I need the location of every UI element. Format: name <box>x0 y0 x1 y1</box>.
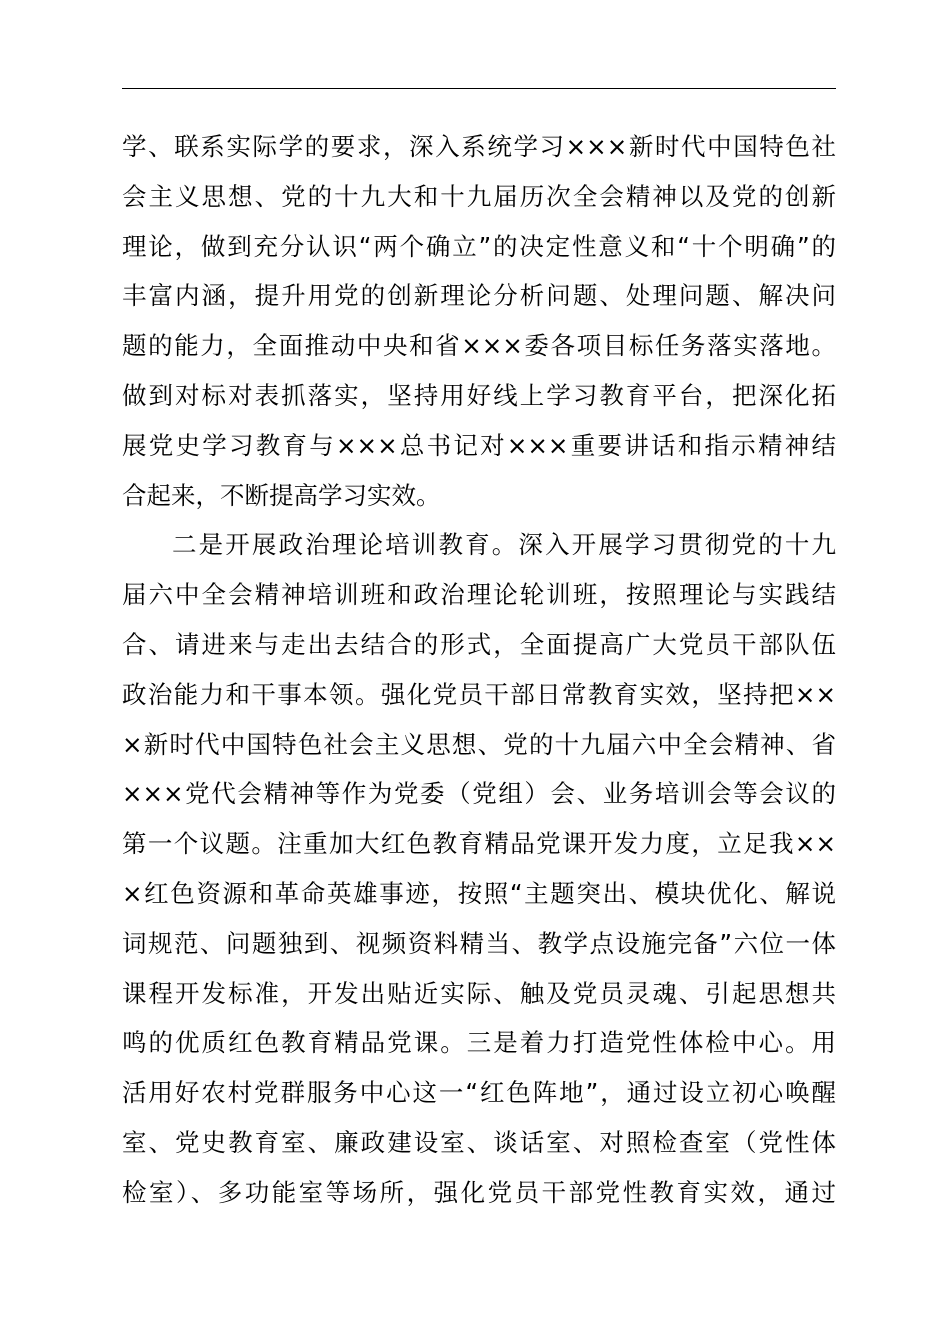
text-line: 展党史学习教育与×××总书记对×××重要讲话和指示精神结 <box>122 430 836 460</box>
text-line: ×红色资源和革命英雄事迹，按照“主题突出、模块优化、解说 <box>122 878 836 908</box>
text-line: 活用好农村党群服务中心这一“红色阵地”，通过设立初心唤醒 <box>122 1078 836 1108</box>
text-line: 会主义思想、党的十九大和十九届历次全会精神以及党的创新 <box>122 181 836 211</box>
text-line: 丰富内涵，提升用党的创新理论分析问题、处理问题、解决问 <box>122 281 836 311</box>
text-line: 第一个议题。注重加大红色教育精品党课开发力度，立足我×× <box>122 829 836 859</box>
text-line: 题的能力，全面推动中央和省×××委各项目标任务落实落地。 <box>122 331 836 361</box>
text-line: 学、联系实际学的要求，深入系统学习×××新时代中国特色社 <box>122 132 836 161</box>
text-line: 政治能力和干事本领。强化党员干部日常教育实效，坚持把×× <box>122 679 836 709</box>
header-rule <box>122 88 836 89</box>
text-line: 做到对标对表抓落实，坚持用好线上学习教育平台，把深化拓 <box>122 380 836 410</box>
text-line: 检室）、多功能室等场所，强化党员干部党性教育实效，通过 <box>122 1177 836 1207</box>
text-line: 鸣的优质红色教育精品党课。三是着力打造党性体检中心。用 <box>122 1028 836 1058</box>
text-line: 合起来，不断提高学习实效。 <box>122 480 441 510</box>
text-line: 理论，做到充分认识“两个确立”的决定性意义和“十个明确”的 <box>122 231 836 261</box>
body-text <box>122 122 836 1218</box>
text-line: 词规范、问题独到、视频资料精当、教学点设施完备”六位一体 <box>122 928 836 958</box>
text-line: 合、请进来与走出去结合的形式，全面提高广大党员干部队伍 <box>122 629 836 659</box>
text-line: 课程开发标准，开发出贴近实际、触及党员灵魂、引起思想共 <box>122 978 836 1008</box>
text-line: ×××党代会精神等作为党委（党组）会、业务培训会等会议的 <box>122 779 836 809</box>
paragraph-start-line: 二是开展政治理论培训教育。深入开展学习贯彻党的十九 <box>172 530 836 560</box>
text-line: ×新时代中国特色社会主义思想、党的十九届六中全会精神、省 <box>122 729 836 759</box>
text-line: 届六中全会精神培训班和政治理论轮训班，按照理论与实践结 <box>122 580 836 610</box>
text-line: 室、党史教育室、廉政建设室、谈话室、对照检查室（党性体 <box>122 1127 836 1157</box>
